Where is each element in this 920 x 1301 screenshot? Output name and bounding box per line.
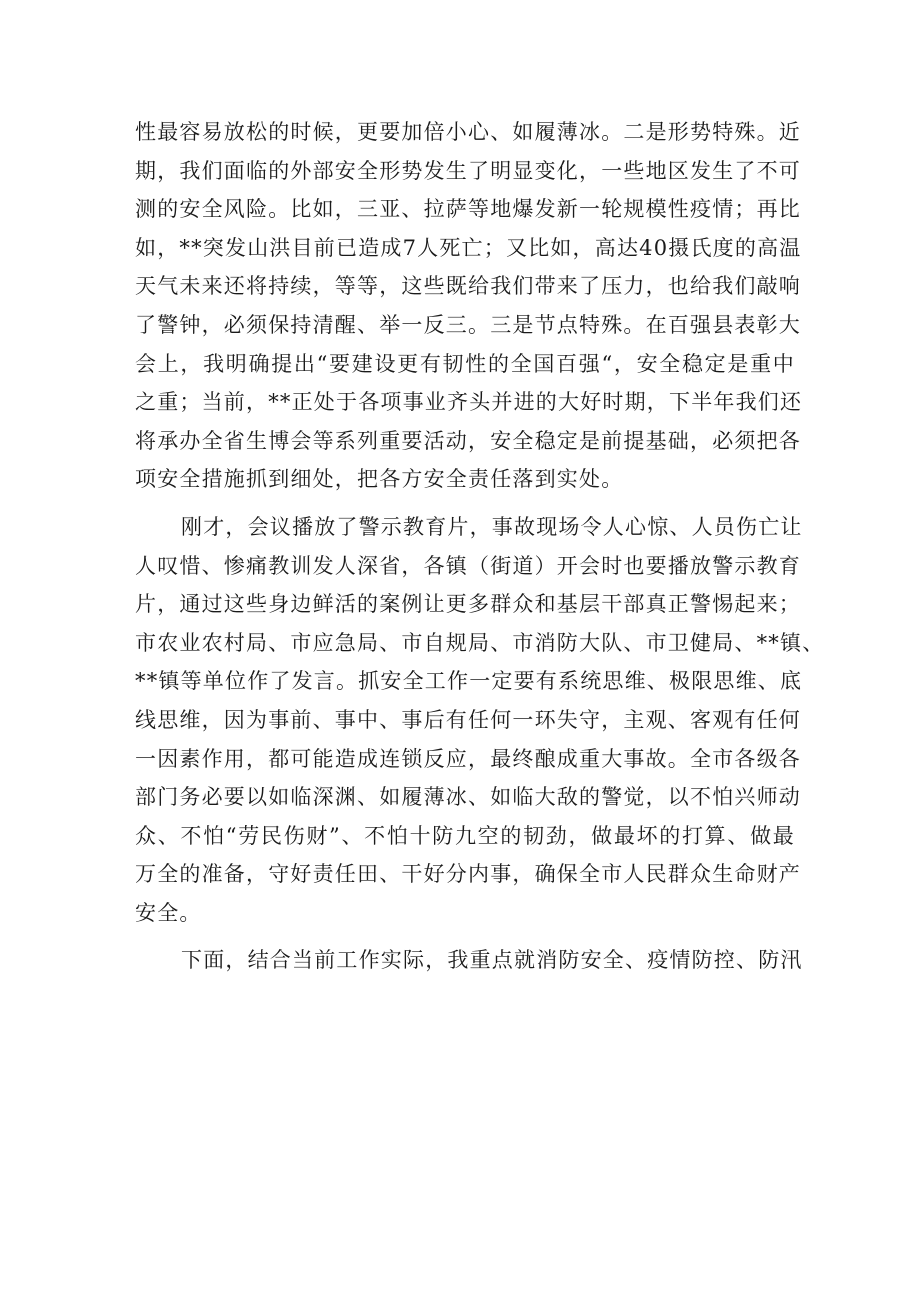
text-line: 如，**突发山洪目前已造成7人死亡；又比如，高达40摄氏度的高温 — [135, 235, 802, 260]
text-line: 天气未来还将持续，等等，这些既给我们带来了压力，也给我们敲响 — [135, 274, 801, 299]
text-line: 期，我们面临的外部安全形势发生了明显变化，一些地区发生了不可 — [135, 158, 801, 183]
text-line: 下面，结合当前工作实际，我重点就消防安全、疫情防控、防汛 — [181, 948, 803, 973]
text-line: 线思维，因为事前、事中、事后有任何一环失守，主观、客观有任何 — [135, 707, 801, 732]
text-line: 性最容易放松的时候，更要加倍小心、如履薄冰。二是形势特殊。近 — [135, 120, 801, 144]
text-line: 众、不怕“劳民伤财”、不怕十防九空的韧劲，做最坏的打算、做最 — [135, 823, 795, 848]
text-line: 一因素作用，都可能造成连锁反应，最终酿成重大事故。全市各级各 — [135, 746, 801, 771]
paragraph-gap — [135, 499, 795, 508]
text-line: 了警钟，必须保持清醒、举一反三。三是节点特殊。在百强县表彰大 — [135, 312, 801, 337]
text-line: 会上，我明确提出“要建设更有韧性的全国百强“，安全稳定是重中 — [135, 351, 795, 376]
text-line: 片，通过这些身边鲜活的案例让更多群众和基层干部真正警惕起来； — [135, 592, 801, 617]
text-line: 安全。 — [135, 900, 202, 925]
text-line: 市农业农村局、市应急局、市自规局、市消防大队、市卫健局、**镇、 — [135, 630, 825, 655]
text-line: 之重；当前，**正处于各项事业齐头并进的大好时期，下半年我们还 — [135, 390, 803, 415]
text-line: 将承办全省生博会等系列重要活动，安全稳定是前提基础，必须把各 — [135, 428, 801, 453]
text-line: **镇等单位作了发言。抓安全工作一定要有系统思维、极限思维、底 — [135, 669, 803, 694]
text-line: 刚才，会议播放了警示教育片，事故现场令人心惊、人员伤亡让 — [181, 514, 803, 539]
text-line: 测的安全风险。比如，三亚、拉萨等地爆发新一轮规模性疫情；再比 — [135, 197, 801, 222]
text-line: 项安全措施抓到细处，把各方安全责任落到实处。 — [135, 467, 624, 492]
text-line: 人叹惜、惨痛教训发人深省，各镇（街道）开会时也要播放警示教育 — [135, 553, 801, 578]
body-text — [135, 113, 825, 980]
paragraph-3 — [135, 941, 803, 980]
text-line: 部门务必要以如临深渊、如履薄冰、如临大敌的警觉，以不怕兴师动 — [135, 785, 801, 810]
text-line: 万全的准备，守好责任田、干好分内事，确保全市人民群众生命财产 — [135, 862, 801, 887]
paragraph-1 — [135, 113, 803, 499]
paragraph-2 — [135, 508, 825, 933]
paragraph-gap — [135, 932, 795, 941]
